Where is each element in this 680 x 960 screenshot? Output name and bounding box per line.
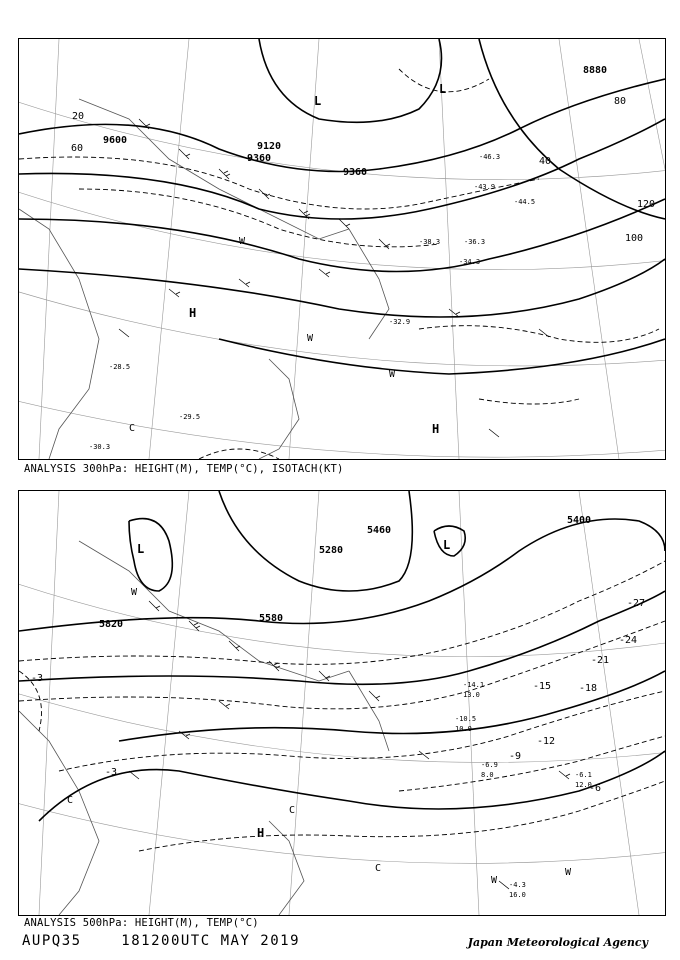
temp-obs: 16.0 [509, 891, 526, 899]
map-500hpa [18, 490, 666, 916]
temperature-observations [89, 153, 535, 451]
temp-obs: -46.3 [479, 153, 501, 161]
temp-obs: -10.5 [455, 715, 477, 723]
caption-300hpa: ANALYSIS 300hPa: HEIGHT(M), TEMP(°C), ISOTACH(KT) [24, 463, 344, 475]
chart-code: AUPQ35 [22, 933, 82, 949]
height-label: 9360 [343, 167, 368, 178]
isotachs [19, 69, 659, 459]
height-label: 5280 [319, 545, 344, 556]
coastline [19, 541, 389, 915]
temp-obs: -38.3 [419, 238, 441, 246]
isotherm-label: -27 [627, 598, 646, 609]
temp-obs: -28.5 [109, 363, 131, 371]
chart-id-and-time [22, 933, 300, 949]
warm-center: W [389, 369, 396, 380]
caption-500hpa: ANALYSIS 500hPa: HEIGHT(M), TEMP(°C) [24, 917, 259, 929]
temp-obs: -6.9 [481, 761, 498, 769]
isotach-label: 120 [637, 199, 656, 210]
height-contours [19, 39, 665, 374]
isotherm-label: -9 [509, 751, 522, 762]
height-label: 8880 [583, 65, 608, 76]
temp-obs: -30.3 [89, 443, 111, 451]
isotherm-label: -18 [579, 683, 598, 694]
temperature-observations [455, 681, 592, 899]
low-center: L [137, 542, 145, 556]
high-center: H [432, 422, 440, 436]
temp-obs: -32.9 [389, 318, 411, 326]
isotherm-label: -12 [537, 736, 556, 747]
temp-obs: -34.3 [459, 258, 481, 266]
temp-obs: -6.1 [575, 771, 592, 779]
map-500hpa-canvas [19, 491, 665, 915]
isotach-label: 100 [625, 233, 644, 244]
cold-center: C [67, 795, 74, 806]
isotherm-labels [31, 598, 645, 794]
height-label: 9120 [257, 141, 282, 152]
temp-obs: -43.9 [474, 183, 496, 191]
graticule [19, 39, 665, 459]
low-center: L [443, 538, 451, 552]
map-300hpa-canvas [19, 39, 665, 459]
temp-obs: -44.5 [514, 198, 536, 206]
isotherm-label: -15 [533, 681, 552, 692]
warm-center: W [131, 587, 138, 598]
height-label: 9600 [103, 135, 128, 146]
temp-obs: 10.0 [455, 725, 472, 733]
valid-time: 181200UTC MAY 2019 [121, 933, 301, 949]
cold-center: C [289, 805, 296, 816]
temp-obs: 13.0 [463, 691, 480, 699]
pressure-centers [67, 538, 572, 886]
isotach-label: 20 [72, 111, 85, 122]
isotherm-label: -24 [619, 635, 638, 646]
low-center: L [439, 82, 447, 96]
height-label: 5460 [367, 525, 392, 536]
wind-barbs [129, 601, 570, 889]
temp-obs: -4.3 [509, 881, 526, 889]
cold-center: C [375, 863, 382, 874]
pressure-centers [129, 82, 446, 436]
high-center: H [257, 826, 265, 840]
isotherms [19, 561, 665, 851]
agency-name: Japan Meteorological Agency [467, 936, 648, 949]
height-labels [103, 65, 607, 178]
wind-barbs [119, 119, 552, 437]
temp-obs: -14.1 [463, 681, 485, 689]
temp-obs: 8.0 [481, 771, 494, 779]
temp-obs: 12.0 [575, 781, 592, 789]
warm-center: W [491, 875, 498, 886]
low-center: L [314, 94, 322, 108]
height-label: 5580 [259, 613, 284, 624]
isotherm-label: -21 [591, 655, 610, 666]
cold-center: C [129, 423, 136, 434]
warm-center: W [565, 867, 572, 878]
height-label: 5400 [567, 515, 592, 526]
height-label: 5820 [99, 619, 124, 630]
temp-obs: -36.3 [464, 238, 486, 246]
isotherm-label: -3 [105, 767, 118, 778]
isotherm-label: -3 [31, 673, 44, 684]
height-label: 9360 [247, 153, 272, 164]
warm-center: W [239, 236, 246, 247]
isotherm-label: -6 [589, 783, 602, 794]
isotach-label: 80 [614, 96, 627, 107]
high-center: H [189, 306, 197, 320]
isotach-label: 40 [539, 156, 552, 167]
warm-center: W [307, 333, 314, 344]
temp-obs: -29.5 [179, 413, 201, 421]
isotach-label: 60 [71, 143, 84, 154]
map-300hpa [18, 38, 666, 460]
